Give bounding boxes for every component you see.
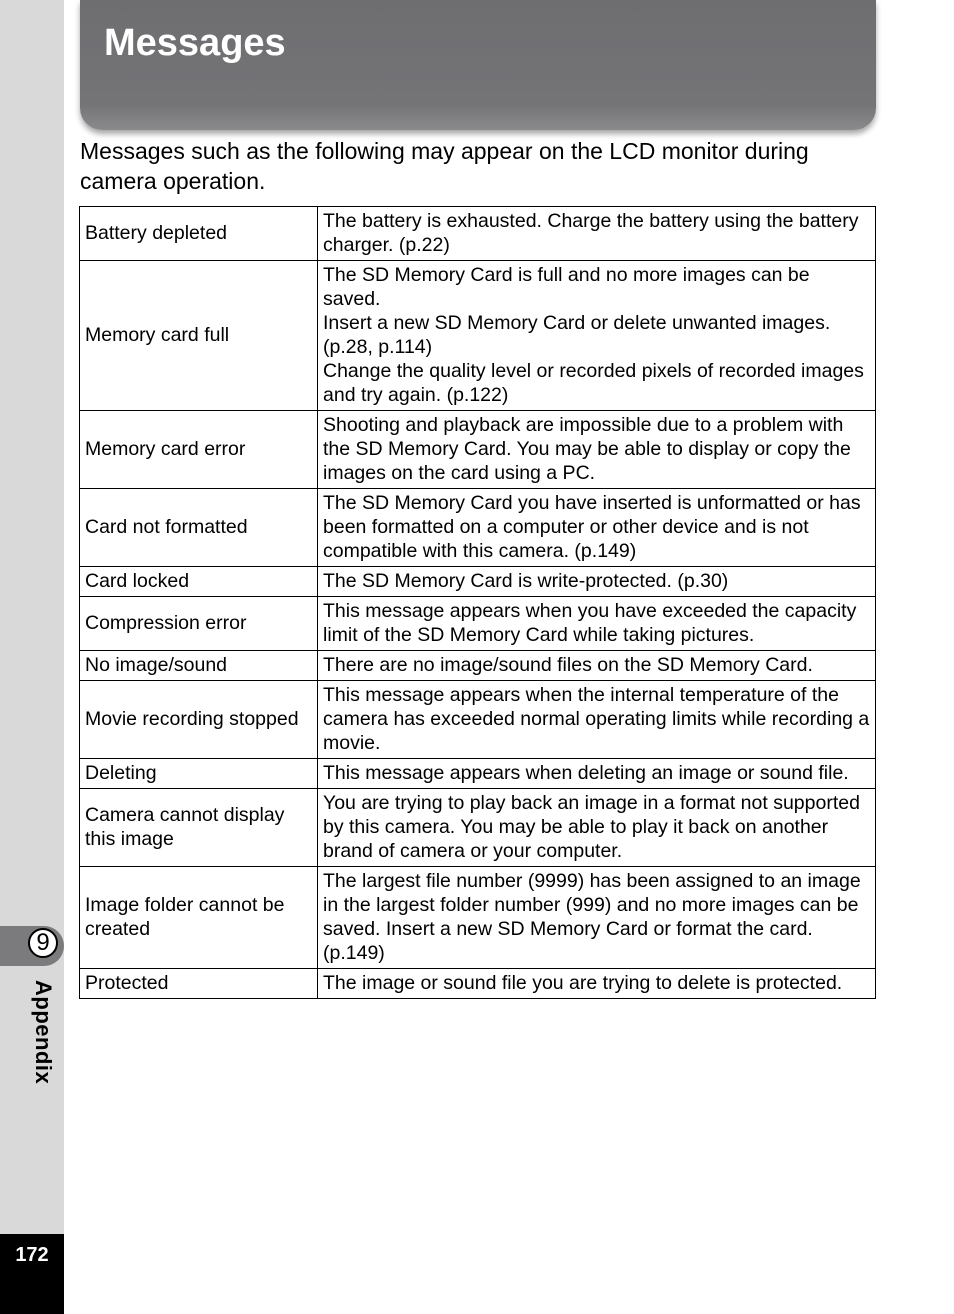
- message-name: Card not formatted: [80, 489, 318, 567]
- message-description: This message appears when the internal temperature of the camera has exceeded normal operating limits while recording a movie.: [318, 681, 876, 759]
- message-name: Memory card error: [80, 411, 318, 489]
- page-number: 172: [15, 1244, 49, 1266]
- table-row: [80, 207, 876, 261]
- table-row: [80, 759, 876, 789]
- chapter-label: Appendix: [31, 980, 56, 1085]
- chapter-number-badge: 9: [28, 928, 58, 958]
- message-description: The image or sound file you are trying to delete is protected.: [318, 969, 876, 999]
- message-description: You are trying to play back an image in a format not supported by this camera. You may be able to play it back on another brand of camera or your computer.: [318, 789, 876, 867]
- table-row: [80, 651, 876, 681]
- message-name: Card locked: [80, 567, 318, 597]
- table-row: [80, 789, 876, 867]
- message-name: Camera cannot display this image: [80, 789, 318, 867]
- message-name: Compression error: [80, 597, 318, 651]
- table-row: [80, 597, 876, 651]
- message-name: Image folder cannot be created: [80, 867, 318, 969]
- table-row: [80, 969, 876, 999]
- chapter-sidebar: [0, 0, 64, 1314]
- message-description: The SD Memory Card is full and no more images can be saved. Insert a new SD Memory Card or delete unwanted images. (p.28, p.114) Change the quality level or recorded pixels of recorded images and try again. (p.122): [318, 261, 876, 411]
- message-description: The battery is exhausted. Charge the battery using the battery charger. (p.22): [318, 207, 876, 261]
- message-name: Deleting: [80, 759, 318, 789]
- messages-table: [79, 206, 876, 999]
- message-name: Protected: [80, 969, 318, 999]
- message-description: The SD Memory Card you have inserted is unformatted or has been formatted on a computer or other device and is not compatible with this camera. (p.149): [318, 489, 876, 567]
- header-banner: [80, 0, 876, 130]
- message-description: The largest file number (9999) has been assigned to an image in the largest folder number (999) and no more images can be saved. Insert a new SD Memory Card or format the card. (p.149): [318, 867, 876, 969]
- message-name: Battery depleted: [80, 207, 318, 261]
- intro-text: Messages such as the following may appear on the LCD monitor during camera operation.: [80, 138, 809, 194]
- table-row: [80, 567, 876, 597]
- message-name: No image/sound: [80, 651, 318, 681]
- message-name: Movie recording stopped: [80, 681, 318, 759]
- table-row: [80, 489, 876, 567]
- table-row: [80, 867, 876, 969]
- message-description: This message appears when deleting an image or sound file.: [318, 759, 876, 789]
- table-row: [80, 411, 876, 489]
- message-description: The SD Memory Card is write-protected. (p.30): [318, 567, 876, 597]
- message-name: Memory card full: [80, 261, 318, 411]
- table-row: [80, 261, 876, 411]
- page-title: Messages: [104, 22, 286, 64]
- message-description: There are no image/sound files on the SD Memory Card.: [318, 651, 876, 681]
- table-row: [80, 681, 876, 759]
- message-description: This message appears when you have exceeded the capacity limit of the SD Memory Card while taking pictures.: [318, 597, 876, 651]
- message-description: Shooting and playback are impossible due to a problem with the SD Memory Card. You may be able to display or copy the images on the card using a PC.: [318, 411, 876, 489]
